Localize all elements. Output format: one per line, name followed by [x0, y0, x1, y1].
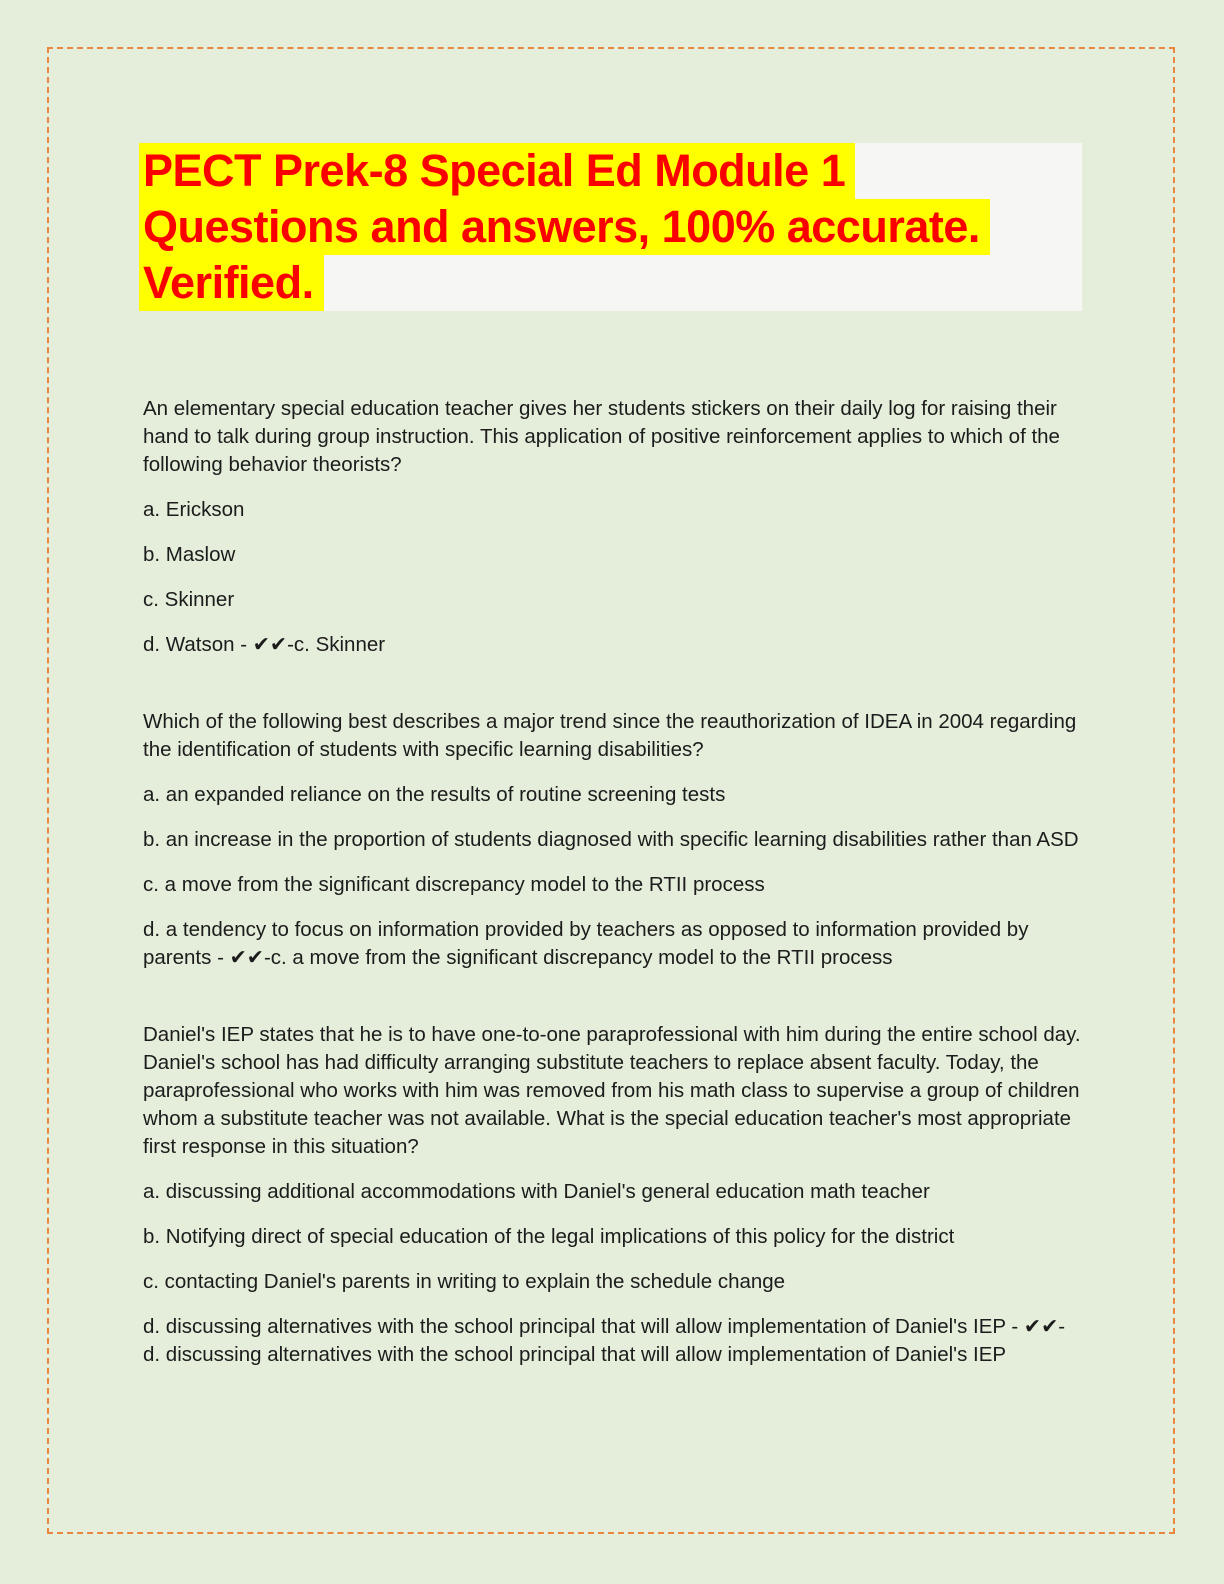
question-2-option-a: a. an expanded reliance on the results of routine screening tests — [143, 783, 726, 806]
question-2-prompt: Which of the following best describes a major trend since the reauthorization of IDEA in 2004 regarding the identification of students with specific learning disabilities? — [143, 710, 1077, 761]
question-3-option-b: b. Notifying direct of special education of the legal implications of this policy for the district — [143, 1225, 955, 1248]
question-3-prompt: Daniel's IEP states that he is to have one-to-one paraprofessional with him during the entire school day. Daniel's school has had difficulty arranging substitute teachers to replace absent faculty. Today, the paraprofessional who works with him was removed from his math class to supervise a group of children whom a substitute teacher was not available. What is the special education teacher's most appropriate first response in this situation? — [143, 1023, 1081, 1158]
question-2-option-d-answer: d. a tendency to focus on information provided by teachers as opposed to information provided by parents - ✔✔-c. a move from the significant discrepancy model to the RTII process — [143, 918, 1029, 969]
question-2-option-c: c. a move from the significant discrepancy model to the RTII process — [143, 873, 765, 896]
question-1-option-a: a. Erickson — [143, 498, 245, 521]
question-3-option-c: c. contacting Daniel's parents in writing to explain the schedule change — [143, 1270, 786, 1293]
question-3-option-a: a. discussing additional accommodations with Daniel's general education math teacher — [143, 1180, 930, 1203]
question-1-option-b: b. Maslow — [143, 543, 236, 566]
document-content — [143, 143, 1082, 1386]
title-line-2 — [139, 199, 1082, 255]
question-2-option-b: b. an increase in the proportion of students diagnosed with specific learning disabilities rather than ASD — [143, 828, 1079, 851]
question-3-option-d-answer: d. discussing alternatives with the school principal that will allow implementation of Daniel's IEP - ✔✔-d. discussing alternatives with the school principal that will allow implementation of Daniel's IEP — [143, 1315, 1066, 1366]
question-1-prompt: An elementary special education teacher gives her students stickers on their daily log for raising their hand to talk during group instruction. This application of positive reinforcement applies to which of the following behavior theorists? — [143, 397, 1060, 476]
title-line-1 — [139, 143, 1082, 199]
title-line-3 — [139, 255, 1082, 311]
question-1-option-d-answer: d. Watson - ✔✔-c. Skinner — [143, 633, 386, 656]
title-block — [139, 143, 1082, 311]
question-block-3 — [143, 1021, 1082, 1369]
question-block-1 — [143, 395, 1082, 659]
title-text-highlighted: Verified. — [139, 255, 324, 311]
question-block-2 — [143, 708, 1082, 972]
title-text-highlighted: Questions and answers, 100% accurate. — [139, 199, 990, 255]
title-text-highlighted: PECT Prek-8 Special Ed Module 1 — [139, 143, 855, 199]
question-1-option-c: c. Skinner — [143, 588, 235, 611]
